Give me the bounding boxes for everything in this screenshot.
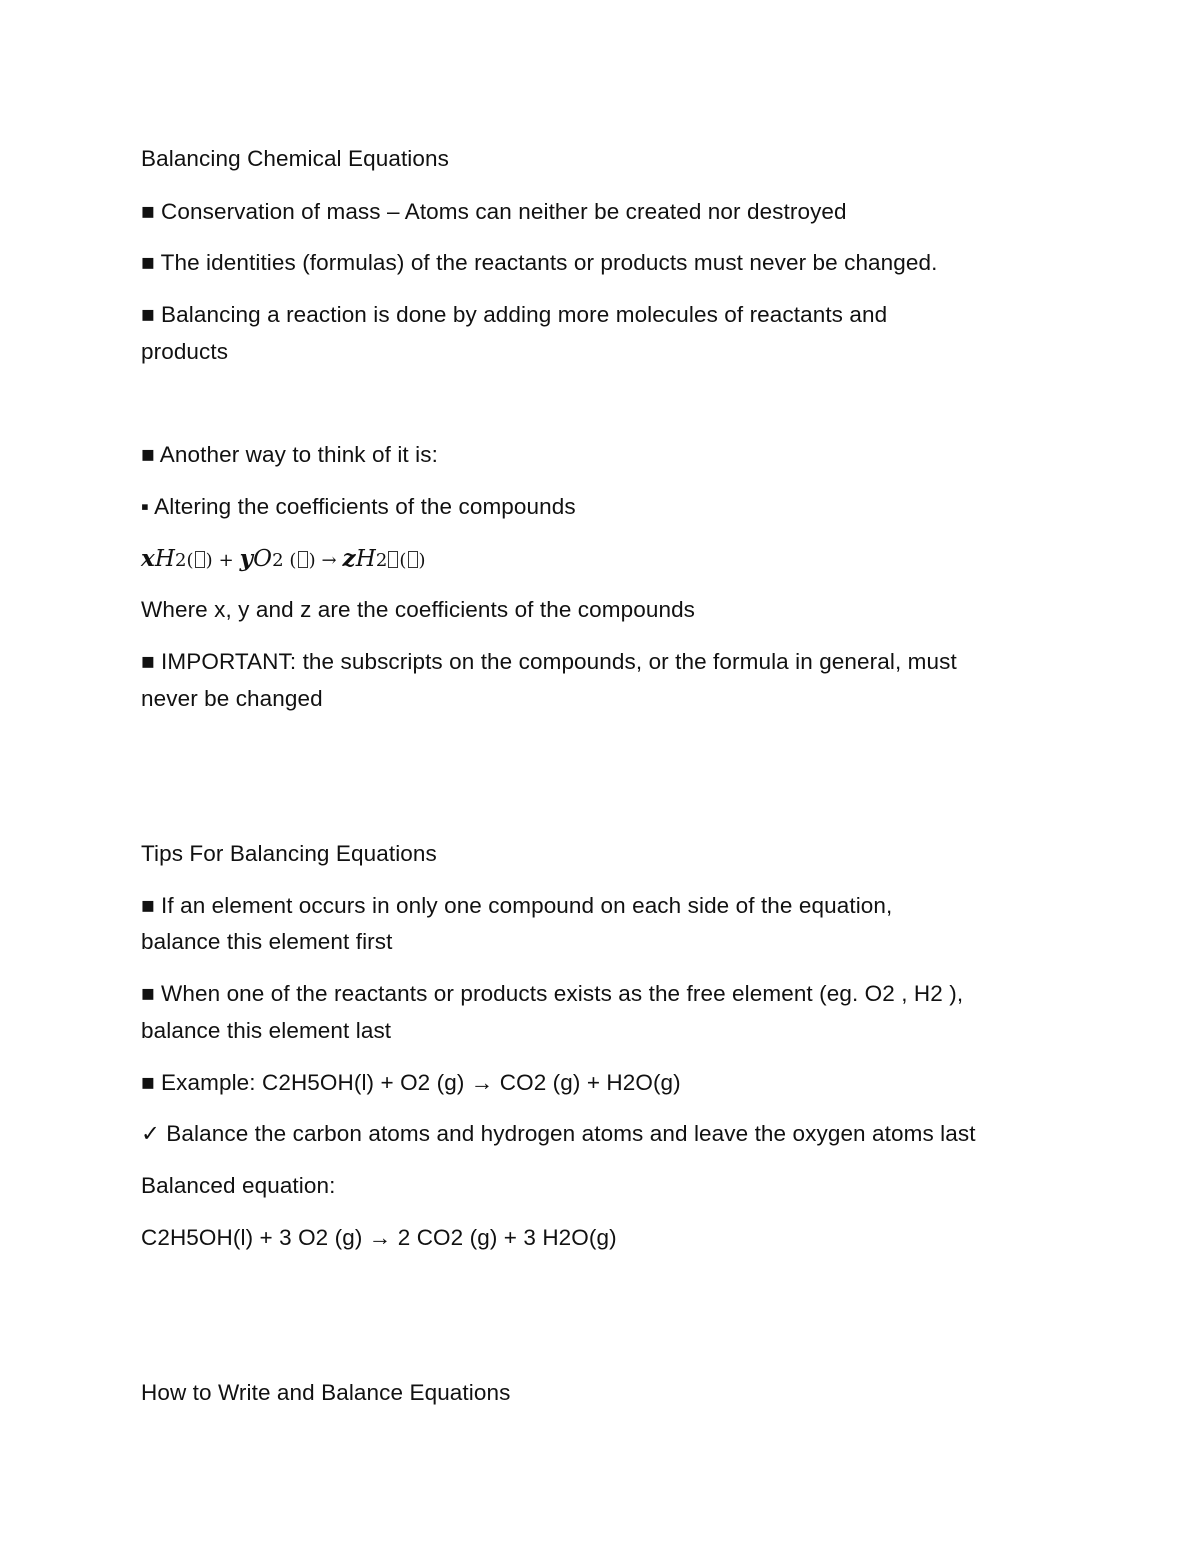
formula-paren: ( bbox=[399, 550, 407, 571]
bullet-another-way: ■ Another way to think of it is: bbox=[141, 442, 438, 467]
bullet-balancing-reaction: ■ Balancing a reaction is done by adding more molecules of reactants and bbox=[141, 302, 888, 327]
tip-free-element: ■ When one of the reactants or products exists as the free element (eg. O2 , H2 ), bbox=[141, 981, 964, 1006]
bullet-important: ■ IMPORTANT: the subscripts on the compounds, or the formula in general, must bbox=[141, 649, 957, 674]
bullet-balancing-reaction-cont: products bbox=[141, 339, 229, 364]
check-tip: ✓ Balance the carbon atoms and hydrogen atoms and leave the oxygen atoms last bbox=[141, 1121, 976, 1146]
bullet-conservation-of-mass: ■ Conservation of mass – Atoms can neither be created nor destroyed bbox=[141, 199, 847, 224]
bullet-identities: ■ The identities (formulas) of the reactants or products must never be changed. bbox=[141, 250, 938, 275]
example-equation: ■ Example: C2H5OH(l) + O2 (g) → CO2 (g) + H2O(g) bbox=[141, 1070, 681, 1095]
bullet-altering-coefficients: ▪ Altering the coefficients of the compounds bbox=[141, 494, 576, 519]
placeholder-box-icon bbox=[408, 551, 418, 568]
placeholder-box-icon bbox=[298, 551, 308, 568]
balanced-equation-label: Balanced equation: bbox=[141, 1173, 336, 1198]
section-title-tips: Tips For Balancing Equations bbox=[141, 841, 437, 866]
general-equation-formula bbox=[141, 541, 426, 579]
formula-o-symbol: O bbox=[253, 546, 273, 572]
formula-subscript: 2 bbox=[375, 550, 388, 571]
coefficient-x: x bbox=[141, 545, 155, 572]
formula-plus: ) + bbox=[205, 550, 240, 571]
placeholder-box-icon bbox=[388, 551, 398, 568]
tip-one-compound: ■ If an element occurs in only one compound on each side of the equation, bbox=[141, 893, 893, 918]
formula-subscript: 2 ( bbox=[272, 550, 297, 571]
formula-h-symbol: H bbox=[154, 546, 175, 572]
placeholder-box-icon bbox=[195, 551, 205, 568]
tip-free-element-cont: balance this element last bbox=[141, 1018, 392, 1043]
coefficient-z: z bbox=[342, 545, 356, 572]
section-title-balancing: Balancing Chemical Equations bbox=[141, 146, 449, 171]
coefficients-explanation: Where x, y and z are the coefficients of the compounds bbox=[141, 597, 696, 622]
coefficient-y: y bbox=[239, 545, 254, 572]
formula-paren: ) bbox=[418, 550, 426, 571]
formula-h-symbol: H bbox=[355, 546, 376, 572]
tip-one-compound-cont: balance this element first bbox=[141, 929, 393, 954]
formula-subscript: 2( bbox=[174, 550, 194, 571]
bullet-important-cont: never be changed bbox=[141, 686, 323, 711]
balanced-equation: C2H5OH(l) + 3 O2 (g) → 2 CO2 (g) + 3 H2O(g) bbox=[141, 1225, 617, 1250]
formula-arrow: ) → bbox=[308, 550, 343, 571]
section-title-how-to-write: How to Write and Balance Equations bbox=[141, 1380, 511, 1405]
